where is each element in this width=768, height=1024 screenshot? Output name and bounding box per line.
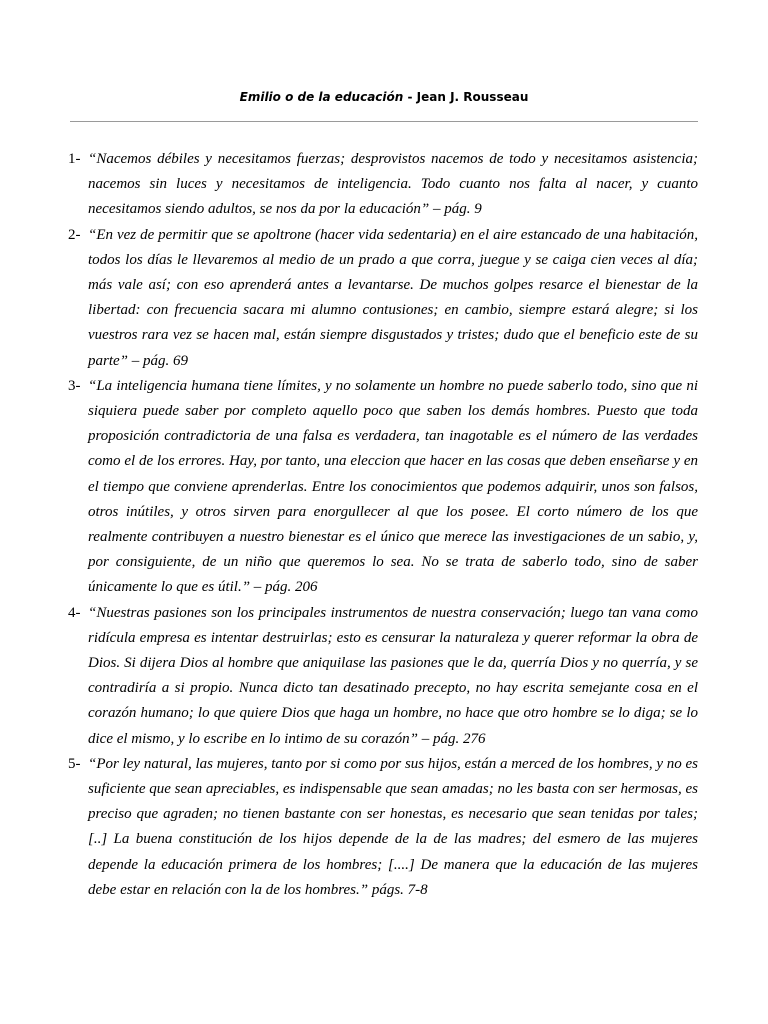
document-header <box>0 89 768 105</box>
quote-text: “Nuestras pasiones son los principales instrumentos de nuestra conservación; luego tan vana como ridícula empresa es intentar destruirlas; esto es censurar la naturaleza y querer reformar la obra de Dios. Si dijera Dios al hombre que aniquilase las pasiones que le da, querría Dios y no querría, y se contradiría a si propio. Nunca dicto tan desatinado precepto, no hay escrita semejante cosa en el corazón humano; lo que quiere Dios que haga un hombre, no hace que otro hombre se lo diga; se lo dice el mismo, y lo escribe en lo intimo de su corazón” – pág. 276 <box>88 604 698 747</box>
quote-number: 2- <box>68 226 81 243</box>
quote-item-2 <box>68 223 698 374</box>
quote-text: “Por ley natural, las mujeres, tanto por si como por sus hijos, están a merced de los hombres, y no es suficiente que sean apreciables, es indispensable que sean amadas; no les basta con ser hermosas, es preciso que agraden; no tienen bastante con ser honestas, es necesario que sean tenidas por tales; [..] La buena constitución de los hijos depende de la de las madres; del esmero de las mujeres depende la educación primera de los hombres; [....] De manera que la educación de las mujeres debe estar en relación con la de los hombres.” págs. 7-8 <box>88 755 698 898</box>
header-divider <box>70 121 698 122</box>
title-separator: - <box>403 90 417 104</box>
quote-text: “En vez de permitir que se apoltrone (hacer vida sedentaria) en el aire estancado de una habitación, todos los días le llevaremos al medio de un prado a que corra, juegue y se caiga cien veces al día; más vale así; con eso aprenderá antes a levantarse. De muchos golpes resarce el bienestar de la libertad: con frecuencia sacara mi alumno contusiones; en cambio, siempre estará alegre; si los vuestros rara vez se hacen mal, están siempre disgustados y tristes; dudo que el beneficio este de su parte” – pág. 69 <box>88 226 698 369</box>
quote-number: 5- <box>68 755 81 772</box>
quote-number: 1- <box>68 151 81 167</box>
quote-item-3 <box>68 374 698 601</box>
quote-text: “Nacemos débiles y necesitamos fuerzas; desprovistos nacemos de todo y necesitamos asistencia; nacemos sin luces y necesitamos de inteligencia. Todo cuanto nos falta al nacer, y cuanto necesitamos siendo adultos, se nos da por la educación” – pág. 9 <box>88 151 698 218</box>
author-name: Jean J. Rousseau <box>416 90 529 104</box>
quote-text: “La inteligencia humana tiene límites, y no solamente un hombre no puede saberlo todo, sino que ni siquiera puede saber por completo aquello poco que saben los demás hombres. Puesto que toda proposición contradictoria de una falsa es verdadera, tan inagotable es el número de las verdades como el de los errores. Hay, por tanto, una eleccion que hacer en las cosas que deben enseñarse y en el tiempo que conviene aprenderlas. Entre los conocimientos que podemos adquirir, unos son falsos, otros inútiles, y otros sirven para enorgullecer al que los posee. El corto número de los que realmente contribuyen a nuestro bienestar es el único que merece las investigaciones de un sabio, y, por consiguiente, de un niño que queremos lo sea. No se trata de saberlo todo, sino de saber únicamente lo que es útil.” – pág. 206 <box>88 377 698 596</box>
quote-list <box>68 147 698 903</box>
quote-item-4 <box>68 601 698 752</box>
quote-number: 4- <box>68 604 81 621</box>
work-title: Emilio o de la educación <box>239 90 404 104</box>
quote-number: 3- <box>68 377 81 394</box>
quote-item-1 <box>68 147 698 223</box>
quote-item-5 <box>68 752 698 903</box>
